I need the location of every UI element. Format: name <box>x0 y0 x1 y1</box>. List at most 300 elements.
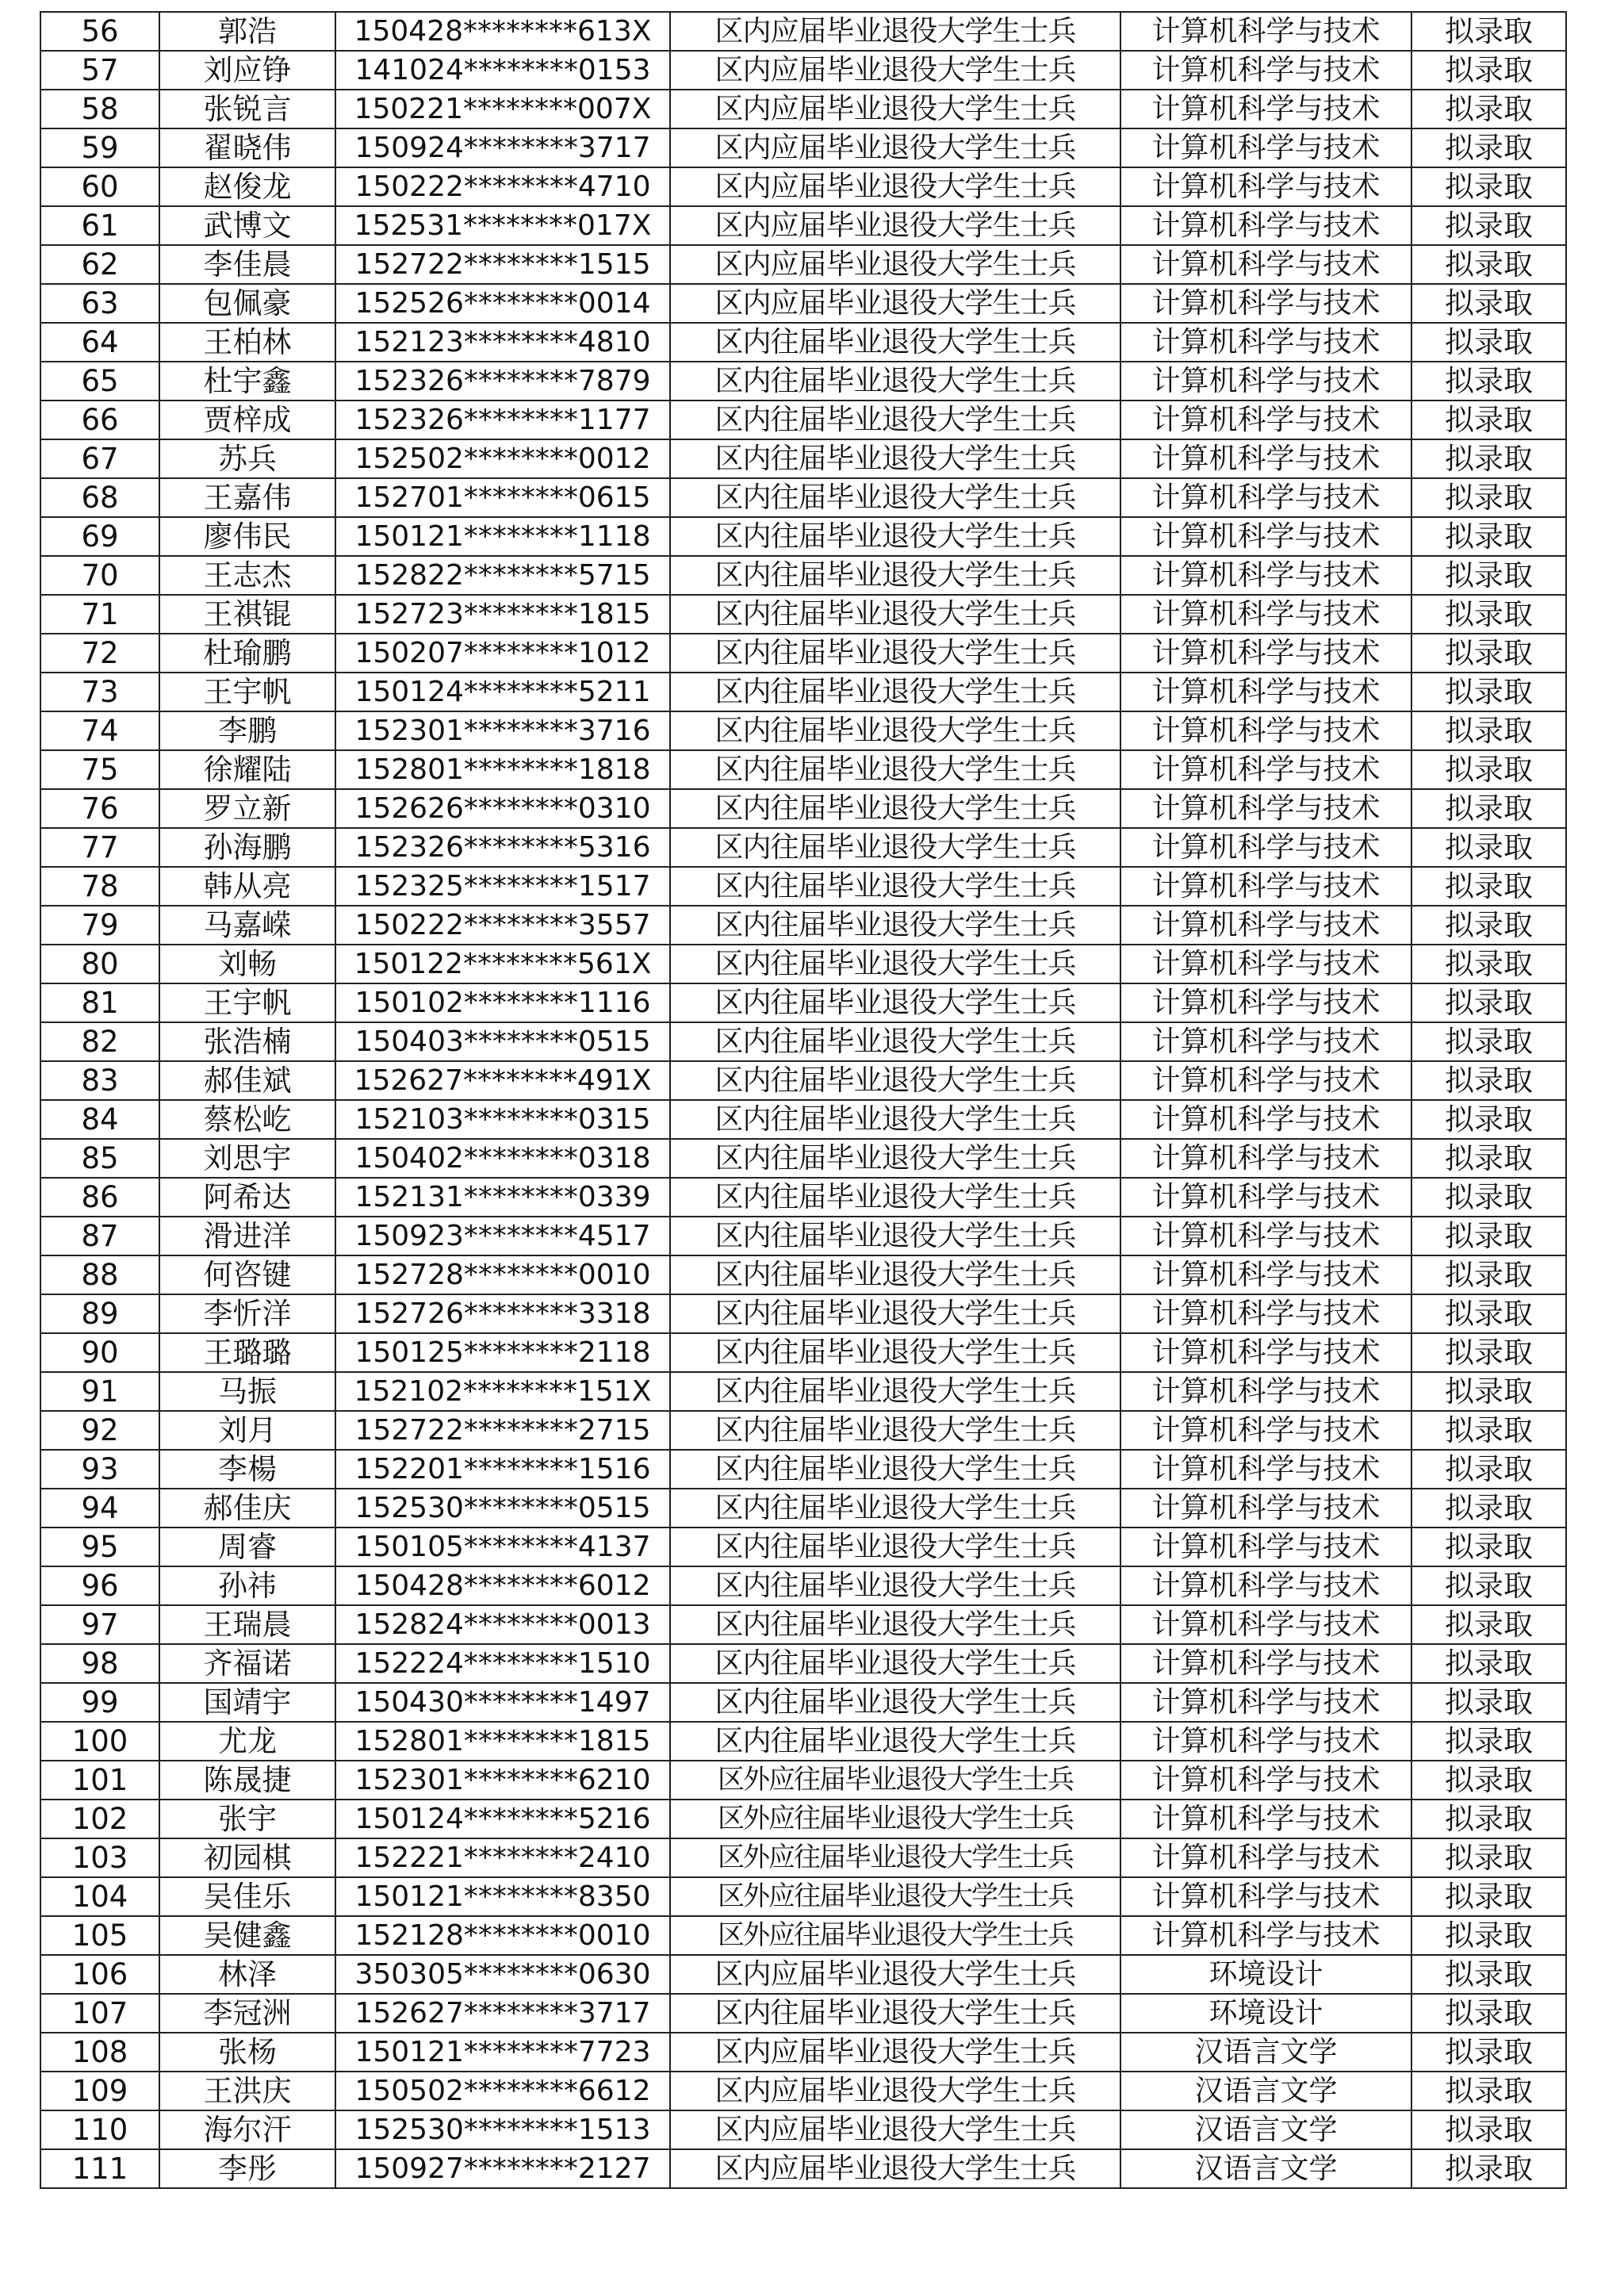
student-name-cell: 廖伟民 <box>159 517 335 556</box>
id-number-cell: 152531********017X <box>335 206 670 245</box>
student-name-cell: 韩从亮 <box>159 867 335 906</box>
admission-status-cell: 拟录取 <box>1411 750 1566 789</box>
id-number-cell: 152326********1177 <box>335 401 670 439</box>
row-number-cell: 93 <box>40 1450 159 1489</box>
row-number-cell: 82 <box>40 1022 159 1061</box>
major-cell: 计算机科学与技术 <box>1120 1644 1411 1683</box>
student-name-cell: 王宇帆 <box>159 983 335 1022</box>
table-row <box>40 595 1566 634</box>
major-cell: 计算机科学与技术 <box>1120 789 1411 828</box>
major-cell: 计算机科学与技术 <box>1120 90 1411 128</box>
candidate-category-cell: 区外应往届毕业退役大学生士兵 <box>670 1800 1120 1838</box>
table-row <box>40 401 1566 439</box>
admission-status-cell: 拟录取 <box>1411 1139 1566 1178</box>
admission-status-cell: 拟录取 <box>1411 1333 1566 1372</box>
row-number-cell: 61 <box>40 206 159 245</box>
major-cell: 计算机科学与技术 <box>1120 945 1411 983</box>
candidate-category-cell: 区内往届毕业退役大学生士兵 <box>670 595 1120 634</box>
id-number-cell: 152627********491X <box>335 1061 670 1100</box>
id-number-cell: 141024********0153 <box>335 51 670 90</box>
admission-status-cell: 拟录取 <box>1411 478 1566 517</box>
admission-status-cell: 拟录取 <box>1411 1838 1566 1877</box>
table-row <box>40 1022 1566 1061</box>
student-name-cell: 陈晟捷 <box>159 1761 335 1800</box>
major-cell: 计算机科学与技术 <box>1120 128 1411 167</box>
major-cell: 计算机科学与技术 <box>1120 1061 1411 1100</box>
major-cell: 计算机科学与技术 <box>1120 362 1411 401</box>
candidate-category-cell: 区内往届毕业退役大学生士兵 <box>670 1178 1120 1217</box>
candidate-category-cell: 区内往届毕业退役大学生士兵 <box>670 1566 1120 1605</box>
id-number-cell: 152502********0012 <box>335 439 670 478</box>
major-cell: 计算机科学与技术 <box>1120 1566 1411 1605</box>
candidate-category-cell: 区内应届毕业退役大学生士兵 <box>670 1955 1120 1994</box>
major-cell: 汉语言文学 <box>1120 2110 1411 2149</box>
admission-status-cell: 拟录取 <box>1411 2072 1566 2110</box>
admission-status-cell: 拟录取 <box>1411 906 1566 945</box>
admission-status-cell: 拟录取 <box>1411 2033 1566 2072</box>
student-name-cell: 孙祎 <box>159 1566 335 1605</box>
admission-status-cell: 拟录取 <box>1411 673 1566 711</box>
table-row <box>40 1761 1566 1800</box>
table-row <box>40 1838 1566 1877</box>
id-number-cell: 152326********5316 <box>335 828 670 867</box>
admission-status-cell: 拟录取 <box>1411 1022 1566 1061</box>
id-number-cell: 150207********1012 <box>335 634 670 673</box>
table-row <box>40 1333 1566 1372</box>
major-cell: 计算机科学与技术 <box>1120 401 1411 439</box>
candidate-category-cell: 区内往届毕业退役大学生士兵 <box>670 945 1120 983</box>
table-row <box>40 2110 1566 2149</box>
row-number-cell: 86 <box>40 1178 159 1217</box>
candidate-category-cell: 区内往届毕业退役大学生士兵 <box>670 983 1120 1022</box>
admission-status-cell: 拟录取 <box>1411 867 1566 906</box>
student-name-cell: 刘思宇 <box>159 1139 335 1178</box>
student-name-cell: 杜宇鑫 <box>159 362 335 401</box>
student-name-cell: 苏兵 <box>159 439 335 478</box>
student-name-cell: 郭浩 <box>159 12 335 51</box>
candidate-category-cell: 区内应届毕业退役大学生士兵 <box>670 128 1120 167</box>
row-number-cell: 87 <box>40 1217 159 1255</box>
row-number-cell: 72 <box>40 634 159 673</box>
row-number-cell: 107 <box>40 1994 159 2033</box>
major-cell: 计算机科学与技术 <box>1120 711 1411 750</box>
id-number-cell: 152530********0515 <box>335 1489 670 1527</box>
major-cell: 计算机科学与技术 <box>1120 556 1411 595</box>
student-name-cell: 初园棋 <box>159 1838 335 1877</box>
student-name-cell: 李忻洋 <box>159 1294 335 1333</box>
row-number-cell: 94 <box>40 1489 159 1527</box>
major-cell: 计算机科学与技术 <box>1120 1022 1411 1061</box>
candidate-category-cell: 区内往届毕业退役大学生士兵 <box>670 1644 1120 1683</box>
student-name-cell: 徐耀陆 <box>159 750 335 789</box>
table-row <box>40 1605 1566 1644</box>
row-number-cell: 59 <box>40 128 159 167</box>
row-number-cell: 57 <box>40 51 159 90</box>
admission-status-cell: 拟录取 <box>1411 945 1566 983</box>
row-number-cell: 81 <box>40 983 159 1022</box>
admission-status-cell: 拟录取 <box>1411 1100 1566 1139</box>
major-cell: 计算机科学与技术 <box>1120 1605 1411 1644</box>
major-cell: 汉语言文学 <box>1120 2072 1411 2110</box>
student-name-cell: 张锐言 <box>159 90 335 128</box>
student-name-cell: 马振 <box>159 1372 335 1411</box>
admission-status-cell: 拟录取 <box>1411 1255 1566 1294</box>
table-row <box>40 945 1566 983</box>
id-number-cell: 152201********1516 <box>335 1450 670 1489</box>
major-cell: 计算机科学与技术 <box>1120 1838 1411 1877</box>
row-number-cell: 77 <box>40 828 159 867</box>
candidate-category-cell: 区内往届毕业退役大学生士兵 <box>670 711 1120 750</box>
id-number-cell: 152627********3717 <box>335 1994 670 2033</box>
student-name-cell: 滑进洋 <box>159 1217 335 1255</box>
row-number-cell: 85 <box>40 1139 159 1178</box>
table-row <box>40 1294 1566 1333</box>
major-cell: 计算机科学与技术 <box>1120 1178 1411 1217</box>
admission-status-cell: 拟录取 <box>1411 1217 1566 1255</box>
id-number-cell: 150402********0318 <box>335 1139 670 1178</box>
major-cell: 环境设计 <box>1120 1994 1411 2033</box>
candidate-category-cell: 区内往届毕业退役大学生士兵 <box>670 1255 1120 1294</box>
student-name-cell: 包佩豪 <box>159 284 335 323</box>
candidate-category-cell: 区内往届毕业退役大学生士兵 <box>670 517 1120 556</box>
row-number-cell: 106 <box>40 1955 159 1994</box>
student-name-cell: 武博文 <box>159 206 335 245</box>
id-number-cell: 150121********8350 <box>335 1877 670 1916</box>
table-row <box>40 2149 1566 2188</box>
admission-status-cell: 拟录取 <box>1411 245 1566 284</box>
row-number-cell: 99 <box>40 1683 159 1722</box>
major-cell: 计算机科学与技术 <box>1120 1722 1411 1761</box>
row-number-cell: 110 <box>40 2110 159 2149</box>
candidate-category-cell: 区内往届毕业退役大学生士兵 <box>670 828 1120 867</box>
id-number-cell: 152128********0010 <box>335 1916 670 1955</box>
row-number-cell: 104 <box>40 1877 159 1916</box>
id-number-cell: 150923********4517 <box>335 1217 670 1255</box>
admission-status-cell: 拟录取 <box>1411 789 1566 828</box>
row-number-cell: 95 <box>40 1527 159 1566</box>
table-row <box>40 711 1566 750</box>
major-cell: 计算机科学与技术 <box>1120 673 1411 711</box>
table-row <box>40 634 1566 673</box>
major-cell: 计算机科学与技术 <box>1120 1450 1411 1489</box>
major-cell: 计算机科学与技术 <box>1120 1800 1411 1838</box>
major-cell: 计算机科学与技术 <box>1120 51 1411 90</box>
row-number-cell: 63 <box>40 284 159 323</box>
student-name-cell: 孙海鹏 <box>159 828 335 867</box>
table-row <box>40 478 1566 517</box>
student-name-cell: 王宇帆 <box>159 673 335 711</box>
id-number-cell: 152301********6210 <box>335 1761 670 1800</box>
admission-status-cell: 拟录取 <box>1411 1294 1566 1333</box>
id-number-cell: 150430********1497 <box>335 1683 670 1722</box>
candidate-category-cell: 区内往届毕业退役大学生士兵 <box>670 439 1120 478</box>
major-cell: 计算机科学与技术 <box>1120 595 1411 634</box>
student-name-cell: 林泽 <box>159 1955 335 1994</box>
candidate-category-cell: 区内往届毕业退役大学生士兵 <box>670 634 1120 673</box>
table-row <box>40 906 1566 945</box>
major-cell: 计算机科学与技术 <box>1120 906 1411 945</box>
candidate-category-cell: 区内往届毕业退役大学生士兵 <box>670 1411 1120 1450</box>
major-cell: 汉语言文学 <box>1120 2033 1411 2072</box>
table-row <box>40 828 1566 867</box>
admission-status-cell: 拟录取 <box>1411 439 1566 478</box>
id-number-cell: 152722********2715 <box>335 1411 670 1450</box>
major-cell: 计算机科学与技术 <box>1120 1139 1411 1178</box>
table-row <box>40 2033 1566 2072</box>
student-name-cell: 王瑞晨 <box>159 1605 335 1644</box>
major-cell: 计算机科学与技术 <box>1120 1761 1411 1800</box>
id-number-cell: 150105********4137 <box>335 1527 670 1566</box>
major-cell: 计算机科学与技术 <box>1120 323 1411 362</box>
student-name-cell: 吴佳乐 <box>159 1877 335 1916</box>
id-number-cell: 152325********1517 <box>335 867 670 906</box>
major-cell: 计算机科学与技术 <box>1120 1527 1411 1566</box>
row-number-cell: 80 <box>40 945 159 983</box>
id-number-cell: 152723********1815 <box>335 595 670 634</box>
id-number-cell: 152326********7879 <box>335 362 670 401</box>
table-row <box>40 1644 1566 1683</box>
row-number-cell: 71 <box>40 595 159 634</box>
student-name-cell: 郝佳庆 <box>159 1489 335 1527</box>
id-number-cell: 152221********2410 <box>335 1838 670 1877</box>
candidate-category-cell: 区内往届毕业退役大学生士兵 <box>670 1489 1120 1527</box>
id-number-cell: 150221********007X <box>335 90 670 128</box>
student-name-cell: 赵俊龙 <box>159 167 335 206</box>
row-number-cell: 66 <box>40 401 159 439</box>
id-number-cell: 152131********0339 <box>335 1178 670 1217</box>
student-name-cell: 马嘉嵘 <box>159 906 335 945</box>
candidate-category-cell: 区内应届毕业退役大学生士兵 <box>670 206 1120 245</box>
student-name-cell: 王祺锟 <box>159 595 335 634</box>
row-number-cell: 67 <box>40 439 159 478</box>
row-number-cell: 109 <box>40 2072 159 2110</box>
row-number-cell: 60 <box>40 167 159 206</box>
table-row <box>40 51 1566 90</box>
row-number-cell: 90 <box>40 1333 159 1372</box>
admission-status-cell: 拟录取 <box>1411 1489 1566 1527</box>
candidate-category-cell: 区内应届毕业退役大学生士兵 <box>670 284 1120 323</box>
student-name-cell: 周睿 <box>159 1527 335 1566</box>
student-name-cell: 齐福诺 <box>159 1644 335 1683</box>
row-number-cell: 75 <box>40 750 159 789</box>
table-row <box>40 789 1566 828</box>
admission-status-cell: 拟录取 <box>1411 1877 1566 1916</box>
id-number-cell: 150102********1116 <box>335 983 670 1022</box>
table-row <box>40 556 1566 595</box>
id-number-cell: 152801********1818 <box>335 750 670 789</box>
table-row <box>40 867 1566 906</box>
row-number-cell: 102 <box>40 1800 159 1838</box>
row-number-cell: 84 <box>40 1100 159 1139</box>
major-cell: 计算机科学与技术 <box>1120 478 1411 517</box>
row-number-cell: 74 <box>40 711 159 750</box>
major-cell: 计算机科学与技术 <box>1120 1100 1411 1139</box>
table-row <box>40 1217 1566 1255</box>
candidate-category-cell: 区内往届毕业退役大学生士兵 <box>670 673 1120 711</box>
admission-status-cell: 拟录取 <box>1411 1800 1566 1838</box>
student-name-cell: 刘畅 <box>159 945 335 983</box>
admission-status-cell: 拟录取 <box>1411 1411 1566 1450</box>
table-row <box>40 362 1566 401</box>
row-number-cell: 76 <box>40 789 159 828</box>
major-cell: 计算机科学与技术 <box>1120 634 1411 673</box>
table-row <box>40 673 1566 711</box>
table-row <box>40 284 1566 323</box>
id-number-cell: 152224********1510 <box>335 1644 670 1683</box>
row-number-cell: 62 <box>40 245 159 284</box>
id-number-cell: 152822********5715 <box>335 556 670 595</box>
major-cell: 计算机科学与技术 <box>1120 983 1411 1022</box>
table-row <box>40 1722 1566 1761</box>
student-name-cell: 尤龙 <box>159 1722 335 1761</box>
table-row <box>40 439 1566 478</box>
row-number-cell: 96 <box>40 1566 159 1605</box>
table-row <box>40 323 1566 362</box>
student-name-cell: 郝佳斌 <box>159 1061 335 1100</box>
candidate-category-cell: 区内应届毕业退役大学生士兵 <box>670 51 1120 90</box>
id-number-cell: 152530********1513 <box>335 2110 670 2149</box>
admission-status-cell: 拟录取 <box>1411 1761 1566 1800</box>
admission-status-cell: 拟录取 <box>1411 12 1566 51</box>
student-name-cell: 李彤 <box>159 2149 335 2188</box>
student-name-cell: 张宇 <box>159 1800 335 1838</box>
id-number-cell: 150121********7723 <box>335 2033 670 2072</box>
candidate-category-cell: 区内往届毕业退役大学生士兵 <box>670 906 1120 945</box>
table-row <box>40 1489 1566 1527</box>
row-number-cell: 97 <box>40 1605 159 1644</box>
row-number-cell: 64 <box>40 323 159 362</box>
student-name-cell: 贾梓成 <box>159 401 335 439</box>
candidate-category-cell: 区内应届毕业退役大学生士兵 <box>670 12 1120 51</box>
candidate-category-cell: 区内应届毕业退役大学生士兵 <box>670 167 1120 206</box>
admission-status-cell: 拟录取 <box>1411 711 1566 750</box>
major-cell: 计算机科学与技术 <box>1120 1217 1411 1255</box>
id-number-cell: 150428********6012 <box>335 1566 670 1605</box>
student-name-cell: 李佳晨 <box>159 245 335 284</box>
admission-status-cell: 拟录取 <box>1411 90 1566 128</box>
admission-status-cell: 拟录取 <box>1411 634 1566 673</box>
table-row <box>40 1994 1566 2033</box>
id-number-cell: 152728********0010 <box>335 1255 670 1294</box>
table-row <box>40 517 1566 556</box>
id-number-cell: 150125********2118 <box>335 1333 670 1372</box>
id-number-cell: 350305********0630 <box>335 1955 670 1994</box>
table-row <box>40 167 1566 206</box>
admission-status-cell: 拟录取 <box>1411 206 1566 245</box>
admission-status-cell: 拟录取 <box>1411 595 1566 634</box>
table-row <box>40 1061 1566 1100</box>
major-cell: 计算机科学与技术 <box>1120 206 1411 245</box>
candidate-category-cell: 区内往届毕业退役大学生士兵 <box>670 1294 1120 1333</box>
row-number-cell: 78 <box>40 867 159 906</box>
id-number-cell: 150222********4710 <box>335 167 670 206</box>
table-row <box>40 1450 1566 1489</box>
table-row <box>40 1178 1566 1217</box>
major-cell: 计算机科学与技术 <box>1120 517 1411 556</box>
candidate-category-cell: 区内往届毕业退役大学生士兵 <box>670 1217 1120 1255</box>
id-number-cell: 152103********0315 <box>335 1100 670 1139</box>
student-name-cell: 吴健鑫 <box>159 1916 335 1955</box>
student-name-cell: 何咨键 <box>159 1255 335 1294</box>
candidate-category-cell: 区内往届毕业退役大学生士兵 <box>670 1605 1120 1644</box>
row-number-cell: 92 <box>40 1411 159 1450</box>
admission-status-cell: 拟录取 <box>1411 983 1566 1022</box>
candidate-category-cell: 区内应届毕业退役大学生士兵 <box>670 2033 1120 2072</box>
admission-status-cell: 拟录取 <box>1411 556 1566 595</box>
major-cell: 计算机科学与技术 <box>1120 828 1411 867</box>
student-name-cell: 王柏林 <box>159 323 335 362</box>
table-row <box>40 1877 1566 1916</box>
admission-status-cell: 拟录取 <box>1411 401 1566 439</box>
row-number-cell: 98 <box>40 1644 159 1683</box>
table-row <box>40 1372 1566 1411</box>
admission-status-cell: 拟录取 <box>1411 1994 1566 2033</box>
candidate-category-cell: 区内往届毕业退役大学生士兵 <box>670 1333 1120 1372</box>
id-number-cell: 152726********3318 <box>335 1294 670 1333</box>
admission-status-cell: 拟录取 <box>1411 1916 1566 1955</box>
table-row <box>40 206 1566 245</box>
id-number-cell: 150122********561X <box>335 945 670 983</box>
candidate-category-cell: 区内往届毕业退役大学生士兵 <box>670 556 1120 595</box>
candidate-category-cell: 区内往届毕业退役大学生士兵 <box>670 1994 1120 2033</box>
major-cell: 计算机科学与技术 <box>1120 245 1411 284</box>
candidate-category-cell: 区内往届毕业退役大学生士兵 <box>670 750 1120 789</box>
table-row <box>40 1100 1566 1139</box>
candidate-category-cell: 区内应届毕业退役大学生士兵 <box>670 245 1120 284</box>
row-number-cell: 108 <box>40 2033 159 2072</box>
candidate-category-cell: 区内往届毕业退役大学生士兵 <box>670 867 1120 906</box>
student-name-cell: 阿希达 <box>159 1178 335 1217</box>
admission-status-cell: 拟录取 <box>1411 2110 1566 2149</box>
candidate-category-cell: 区内应届毕业退役大学生士兵 <box>670 2072 1120 2110</box>
student-name-cell: 王志杰 <box>159 556 335 595</box>
admission-status-cell: 拟录取 <box>1411 51 1566 90</box>
candidate-category-cell: 区内往届毕业退役大学生士兵 <box>670 1450 1120 1489</box>
candidate-category-cell: 区内往届毕业退役大学生士兵 <box>670 1139 1120 1178</box>
id-number-cell: 152102********151X <box>335 1372 670 1411</box>
id-number-cell: 150121********1118 <box>335 517 670 556</box>
admission-status-cell: 拟录取 <box>1411 1683 1566 1722</box>
id-number-cell: 150403********0515 <box>335 1022 670 1061</box>
table-row <box>40 90 1566 128</box>
row-number-cell: 70 <box>40 556 159 595</box>
student-name-cell: 李鹏 <box>159 711 335 750</box>
student-name-cell: 罗立新 <box>159 789 335 828</box>
major-cell: 计算机科学与技术 <box>1120 867 1411 906</box>
student-name-cell: 王洪庆 <box>159 2072 335 2110</box>
candidate-category-cell: 区内往届毕业退役大学生士兵 <box>670 1022 1120 1061</box>
admission-status-cell: 拟录取 <box>1411 1722 1566 1761</box>
major-cell: 计算机科学与技术 <box>1120 284 1411 323</box>
candidate-category-cell: 区内往届毕业退役大学生士兵 <box>670 478 1120 517</box>
candidate-category-cell: 区内应届毕业退役大学生士兵 <box>670 90 1120 128</box>
id-number-cell: 152626********0310 <box>335 789 670 828</box>
student-name-cell: 海尔汗 <box>159 2110 335 2149</box>
student-name-cell: 张杨 <box>159 2033 335 2072</box>
row-number-cell: 79 <box>40 906 159 945</box>
admission-status-cell: 拟录取 <box>1411 362 1566 401</box>
row-number-cell: 83 <box>40 1061 159 1100</box>
admission-status-cell: 拟录取 <box>1411 828 1566 867</box>
table-row <box>40 1566 1566 1605</box>
student-name-cell: 翟晓伟 <box>159 128 335 167</box>
candidate-category-cell: 区内往届毕业退役大学生士兵 <box>670 362 1120 401</box>
candidate-category-cell: 区内往届毕业退役大学生士兵 <box>670 1722 1120 1761</box>
student-name-cell: 刘应铮 <box>159 51 335 90</box>
major-cell: 计算机科学与技术 <box>1120 1489 1411 1527</box>
candidate-category-cell: 区内往届毕业退役大学生士兵 <box>670 401 1120 439</box>
id-number-cell: 150927********2127 <box>335 2149 670 2188</box>
